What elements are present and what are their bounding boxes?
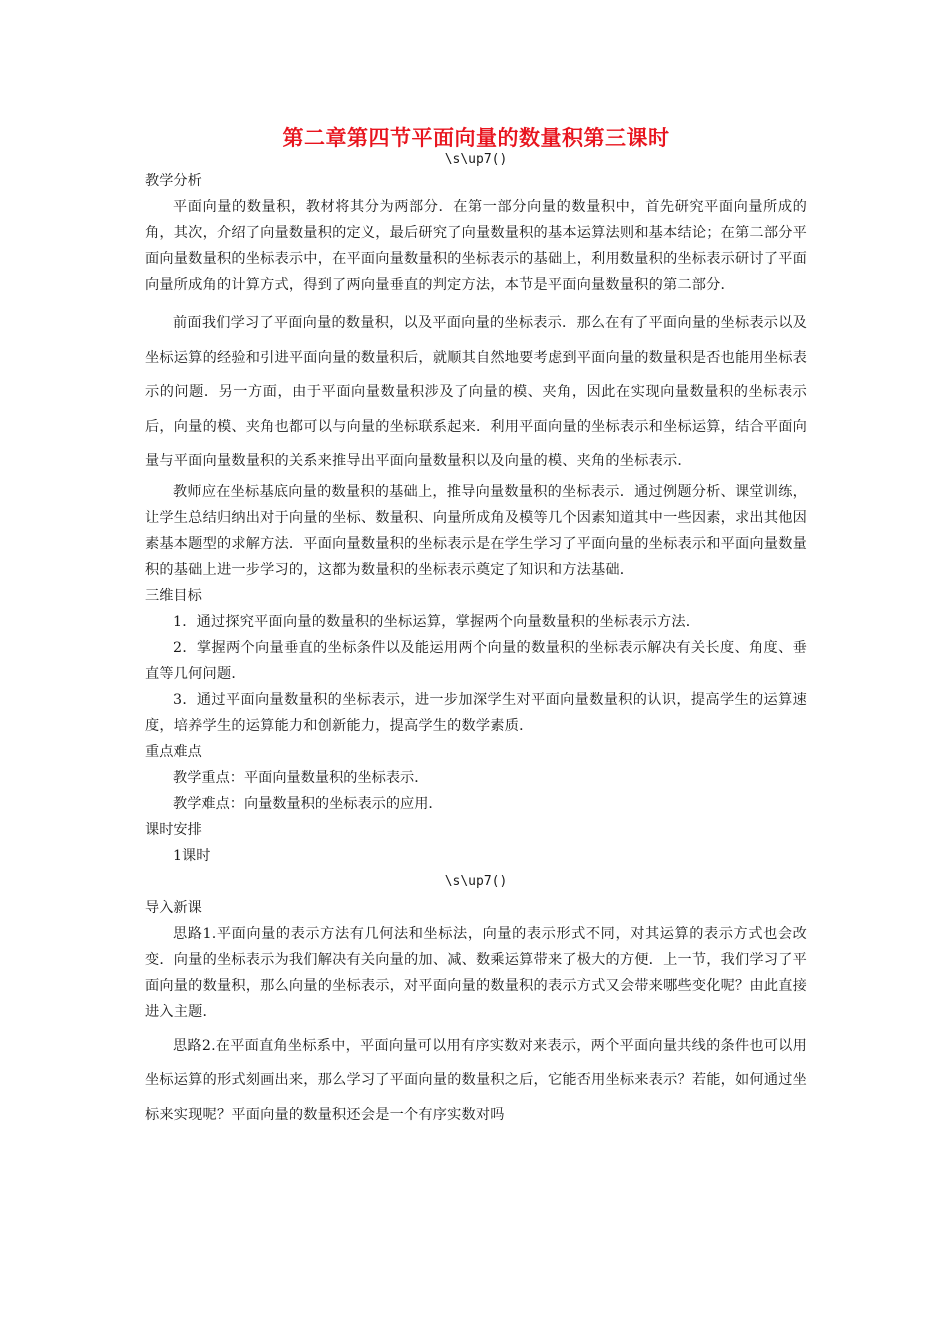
goal-item-2: 2．掌握两个向量垂直的坐标条件以及能运用两个向量的数量积的坐标表示解决有关长度、角度、垂直等几何问题． bbox=[145, 639, 807, 682]
section-heading-intro: 导入新课 bbox=[145, 899, 202, 916]
teaching-difficulty: 教学难点：向量数量积的坐标表示的应用． bbox=[173, 795, 443, 812]
intro-idea-1: 思路1.平面向量的表示方法有几何法和坐标法，向量的表示形式不同，对其运算的表示方式也会改变．向量的坐标表示为我们解决有关向量的加、减、数乘运算带来了极大的方便．上一节，我们学习了平面向量的数量积，那么向量的坐标表示，对平面向量的数量积的表示方式又会带来哪些变化呢？由此直接进入主题． bbox=[145, 925, 807, 1020]
schedule-value: 1课时 bbox=[173, 847, 211, 864]
field-code-line: \s\up7() bbox=[444, 152, 508, 167]
section-heading-key-points: 重点难点 bbox=[145, 743, 202, 760]
analysis-paragraph-2: 前面我们学习了平面向量的数量积，以及平面向量的坐标表示．那么在有了平面向量的坐标表示以及坐标运算的经验和引进平面向量的数量积后，就顺其自然地要考虑到平面向量的数量积是否也能用坐标表示的问题．另一方面，由于平面向量数量积涉及了向量的模、夹角，因此在实现向量数量积的坐标表示后，向量的模、夹角也都可以与向量的坐标联系起来．利用平面向量的坐标表示和坐标运算，结合平面向量与平面向量数量积的关系来推导出平面向量数量积以及向量的模、夹角的坐标表示． bbox=[145, 315, 807, 469]
intro-idea-2: 思路2.在平面直角坐标系中，平面向量可以用有序实数对来表示，两个平面向量共线的条件也可以用坐标运算的形式刻画出来，那么学习了平面向量的数量积之后，它能否用坐标来表示？若能，如何通过坐标来实现呢？平面向量的数量积还会是一个有序实数对吗 bbox=[145, 1037, 807, 1123]
analysis-paragraph-1: 平面向量的数量积，教材将其分为两部分．在第一部分向量的数量积中，首先研究平面向量所成的角，其次，介绍了向量数量积的定义，最后研究了向量数量积的基本运算法则和基本结论；在第二部分平面向量数量积的坐标表示中，在平面向量数量积的坐标表示的基础上，利用数量积的坐标表示研讨了平面向量所成角的计算方式，得到了两向量垂直的判定方法，本节是平面向量数量积的第二部分． bbox=[145, 199, 807, 293]
section-heading-analysis: 教学分析 bbox=[145, 173, 202, 189]
goal-item-3: 3．通过平面向量数量积的坐标表示，进一步加深学生对平面向量数量积的认识，提高学生的运算速度，培养学生的运算能力和创新能力，提高学生的数学素质． bbox=[145, 691, 807, 734]
analysis-paragraph-3: 教师应在坐标基底向量的数量积的基础上，推导向量数量积的坐标表示．通过例题分析、课堂训练，让学生总结归纳出对于向量的坐标、数量积、向量所成角及模等几个因素知道其中一些因素，求出其他因素基本题型的求解方法．平面向量数量积的坐标表示是在学生学习了平面向量的坐标表示和平面向量数量积的基础上进一步学习的，这都为数量积的坐标表示奠定了知识和方法基础． bbox=[145, 483, 807, 578]
document-title: 第二章第四节平面向量的数量积第三课时 bbox=[282, 125, 670, 150]
teaching-focus: 教学重点：平面向量数量积的坐标表示． bbox=[173, 769, 429, 786]
goal-item-1: 1．通过探究平面向量的数量积的坐标运算，掌握两个向量数量积的坐标表示方法． bbox=[173, 613, 701, 630]
field-code-line-2: \s\up7() bbox=[444, 873, 508, 889]
paragraph-gap bbox=[145, 298, 807, 306]
section-heading-goals: 三维目标 bbox=[145, 587, 202, 604]
document-page bbox=[145, 124, 807, 1132]
section-heading-schedule: 课时安排 bbox=[145, 821, 202, 838]
